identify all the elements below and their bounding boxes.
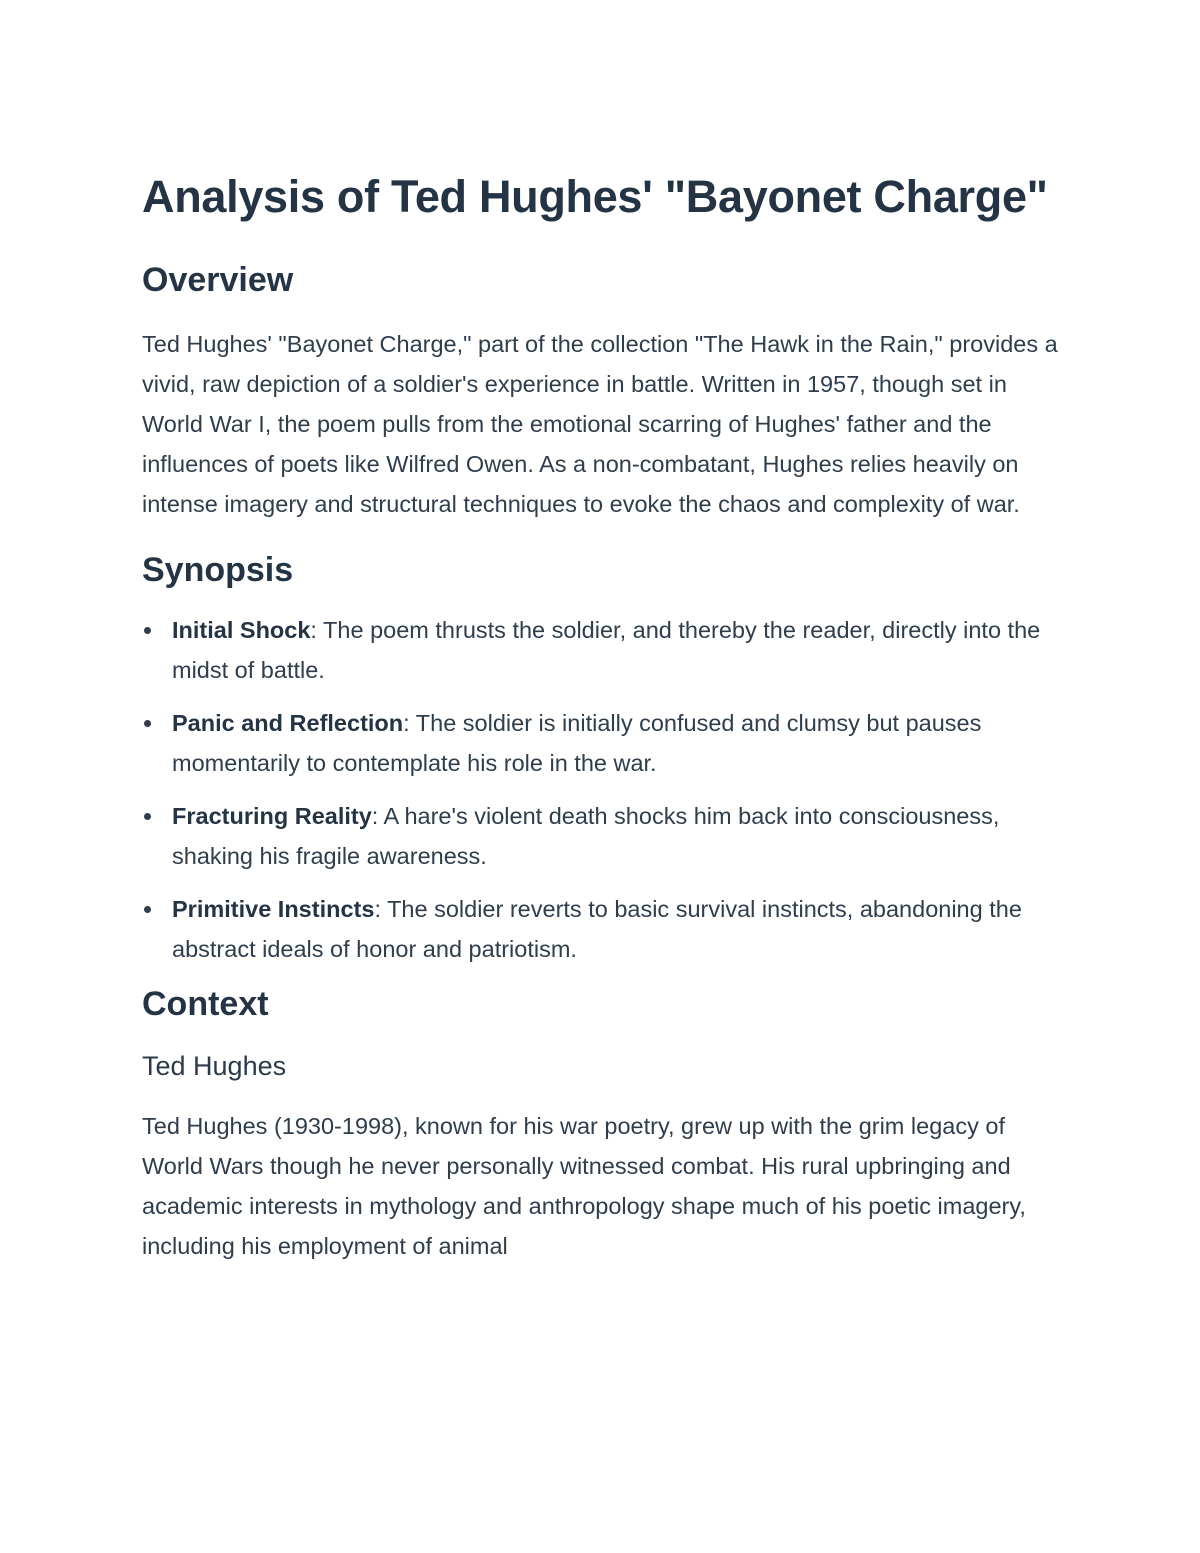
context-heading: Context <box>142 985 269 1023</box>
synopsis-list <box>142 610 1062 969</box>
bullet-icon <box>144 627 151 634</box>
list-item <box>142 703 1062 783</box>
list-item <box>142 610 1062 690</box>
bullet-icon <box>144 720 151 727</box>
synopsis-heading: Synopsis <box>142 551 294 589</box>
list-item <box>142 889 1062 969</box>
list-item-term: Fracturing Reality <box>172 803 372 829</box>
list-item-term: Primitive Instincts <box>172 896 375 922</box>
list-item-text: : The soldier is initially confused and clumsy but pauses momentarily to contemplate his role in the war. <box>172 710 982 776</box>
document-page <box>142 166 1062 1266</box>
list-item-text: : The poem thrusts the soldier, and thereby the reader, directly into the midst of battle. <box>172 617 1041 683</box>
ted-hughes-paragraph: Ted Hughes (1930-1998), known for his war poetry, grew up with the grim legacy of World Wars though he never personally witnessed combat. His rural upbringing and academic interests in mythology and anthropology shape much of his poetic imagery, including his employment of animal <box>142 1113 1026 1259</box>
list-item <box>142 796 1062 876</box>
document-title: Analysis of Ted Hughes' "Bayonet Charge" <box>142 171 1048 222</box>
overview-paragraph: Ted Hughes' "Bayonet Charge," part of the collection "The Hawk in the Rain," provides a vivid, raw depiction of a soldier's experience in battle. Written in 1957, though set in World War I, the poem pulls from the emotional scarring of Hughes' father and the influences of poets like Wilfred Owen. As a non-combatant, Hughes relies heavily on intense imagery and structural techniques to evoke the chaos and complexity of war. <box>142 331 1058 517</box>
bullet-icon <box>144 813 151 820</box>
list-item-text: : A hare's violent death shocks him back into consciousness, shaking his fragile awareness. <box>172 803 1000 869</box>
list-item-text: : The soldier reverts to basic survival instincts, abandoning the abstract ideals of honor and patriotism. <box>172 896 1022 962</box>
ted-hughes-subheading: Ted Hughes <box>142 1051 287 1081</box>
list-item-term: Panic and Reflection <box>172 710 404 736</box>
overview-heading: Overview <box>142 261 294 299</box>
bullet-icon <box>144 906 151 913</box>
list-item-term: Initial Shock <box>172 617 311 643</box>
